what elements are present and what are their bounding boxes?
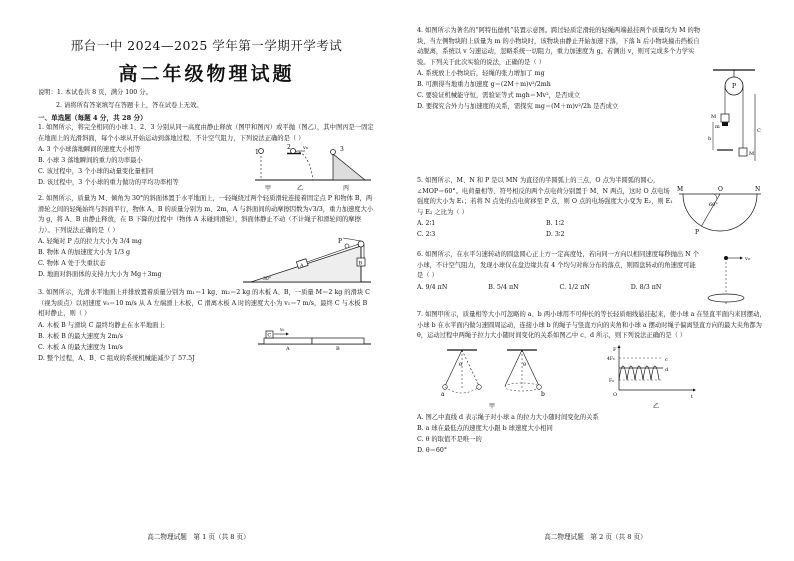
q3-label-c: C (267, 332, 272, 338)
q6-option-c: C. 1/2 πN (559, 283, 590, 291)
q7-label-theta-a: θ (459, 361, 463, 368)
q4-option-d: D. 要探究合外力与加速度的关系，需探究 mg＝(M＋m)v²/2h 是否成立 (417, 103, 619, 110)
q5-semicircle-figure (675, 182, 765, 250)
q7-label-yi: 乙 (653, 402, 660, 410)
q2-label-p: P (338, 238, 343, 245)
q7-label-f0: F₀ (609, 378, 614, 384)
q6-label-v0: v₀ (745, 256, 750, 262)
question-3-body (38, 320, 375, 364)
q2-option-a: A. 轻绳对 P 点的拉力大小为 3/4 mg (38, 238, 142, 245)
q6-disc-figure (702, 250, 762, 310)
q5-label-angle: 60° (709, 202, 718, 208)
q5-option-d: D. 3∶2 (546, 231, 565, 238)
q4-label-h: h (708, 136, 712, 142)
q3-option-d: D. 整个过程，A、B、C 组成的系统机械能减少了 57.5J (38, 354, 195, 362)
q7-force-time-figure (607, 344, 697, 412)
question-5-body (417, 176, 770, 250)
q7-option-a: A. 图乙中直线 d 表示绳子对小球 a 的拉力大小随时间变化的关系 (417, 413, 599, 421)
question-2-body (38, 236, 375, 288)
q7-label-t: t (691, 393, 694, 400)
q1-label-2: 2 (287, 144, 291, 151)
q1-option-c: C. 该过程中，3 个小球的动量变化量相同 (38, 168, 154, 175)
q1-figure (253, 144, 373, 194)
q6-option-a: A. 9/4 πN (417, 283, 448, 291)
q2-option-d: D. 地面对斜面体的支持力大小为 Mg＋3mg (38, 271, 162, 278)
q7-label-theta-b: θ (523, 361, 527, 368)
q7-label-c: c (665, 356, 668, 363)
q5-label-n: N (755, 186, 761, 193)
q5-label-o: O (718, 186, 723, 193)
q3-option-c: C. 木板 A 的最大速度为 1m/s (38, 343, 123, 351)
school-exam-heading: 邢台一中 2024—2025 学年第一学期开学考试 (70, 38, 343, 53)
q1-label-bing: 丙 (343, 185, 350, 192)
q2-label-b: B (358, 260, 363, 267)
q1-option-b: B. 小球 3 落地瞬间的重力的功率最小 (38, 157, 143, 164)
q2-option-b: B. 物体 A 的加速度大小为 1/3 g (38, 249, 131, 256)
page-2-footer: 高二物理试题 第 2 页（共 8 页） (544, 533, 647, 541)
q4-option-c: C. 要验证机械能守恒，需验证等式 mgh＝Mv²，是否成立 (417, 92, 581, 99)
instruction-1: 说明：1. 本试卷共 8 页，满分 100 分。 (38, 89, 152, 96)
q7-pendulum-figure (437, 344, 577, 412)
page-1-footer: 高二物理试题 第 1 页（共 8 页） (147, 533, 250, 541)
q7-label-d: d (665, 366, 669, 373)
q2-label-angle: 30° (263, 277, 271, 282)
q7-label-f: F (613, 346, 617, 353)
q4-label-small-m: m (715, 124, 720, 130)
q5-option-a: A. 2∶1 (417, 220, 436, 227)
q1-label-3: 3 (340, 146, 344, 153)
q2-label-a: A (300, 263, 304, 269)
question-3-stem: 3. 如图所示，光滑水平地面上并排放置着质量分别为 m₁＝1 kg、m₂＝2 kg 的木板 A、B，一质量 M＝2 kg 的滑块 C（视为质点）以初速度 v₀＝10 m/s 从 A 左端滑上木板，C 滑离木板 A 时的速度大小为 v₁＝7 m/s，最终 C 与木板 B 相对静止，则（ ） (38, 289, 370, 317)
question-7-figures (417, 344, 770, 412)
q4-option-a: A. 系统放上小物块后，轻绳的张力增加了 mg (417, 70, 545, 77)
q1-option-a: A. 3 个小球落地瞬间的速度大小相等 (38, 146, 141, 153)
question-1-body (38, 144, 375, 194)
q3-figure (258, 320, 373, 350)
q7-label-4f0: 4F₀ (607, 356, 615, 362)
q1-option-d: D. 该过程中，3 个小球的重力做功的平均功率相等 (38, 179, 179, 186)
q5-option-b: B. 1∶2 (546, 220, 565, 227)
q6-option-d: D. 8/3 πN (630, 283, 662, 291)
instruction-2: 2. 请将所有答案填写在答题卡上，答在试卷上无效。 (56, 101, 203, 109)
q7-option-d: D. θ＝60° (417, 446, 448, 454)
q5-option-c: C. 2∶3 (417, 231, 436, 238)
q4-label-m-right: M (749, 151, 755, 157)
q3-label-b: B (336, 345, 340, 350)
q4-label-c: C (757, 128, 761, 134)
q3-label-v0: v₀ (280, 327, 285, 333)
section-heading: 一、单选题（每题 4 分，共 28 分） (38, 114, 147, 122)
q3-label-a: A (286, 345, 290, 350)
question-2-stem: 2. 如图所示，质量为 M、倾角为 30°的斜面体置于水平地面上，一轻绳绕过两个轻质滑轮连接着固定点 P 和物体 B，两滑轮之间的轻绳始终与斜面平行，物体 A、B 的质量分别为 m、2m，A 与斜面间的动摩擦因数为√3/3，重力加速度大小为 g，将 A、B 由静止释放，在 B 下降的过程中（物体 A 未碰到滑轮），斜面体静止不动（不计绳子和滑轮间的摩擦力）。下列说法正确的是（ ） (38, 195, 374, 234)
q4-option-b: B. 可测得当地重力加速度 g＝(2M＋m)v²/2mh (417, 81, 551, 88)
q7-option-c: C. θ 的取值不是唯一的 (417, 435, 482, 443)
q3-option-a: A. 木板 B 与滑块 C 最终均静止在水平地面上 (38, 321, 165, 329)
q1-label-yi: 乙 (297, 185, 304, 192)
question-4-body (417, 26, 770, 176)
q4-label-m-left: M (711, 114, 717, 120)
q1-label-v0: v₀ (303, 145, 308, 151)
q1-label-jia: 甲 (265, 185, 272, 192)
question-6-stem: 6. 如图所示，在水平匀速转动的圆盘圆心正上方一定高度处，若向同一方向以相同速度每秒抛出 N 个小球，不计空气阻力，发现小球仅在盘边缘共有 4 个均匀对称分布的落点，则圆盘转动的角速度可能是（ ） (417, 251, 699, 279)
page-title: 高二年级物理试题 (118, 63, 295, 85)
q2-option-c: C. 物体 A 处于失重状态 (38, 260, 106, 267)
q5-label-m: M (677, 186, 684, 193)
q5-label-p: P (695, 229, 700, 236)
question-6-body (417, 250, 770, 310)
q6-option-b: B. 5/4 πN (488, 283, 519, 291)
q4-atwood-figure (705, 66, 767, 176)
question-4-stem: 4. 如图所示为著名的“阿特伍德机”装置示意图。跨过轻质定滑轮的轻绳两端悬挂两个质量均为 M 的物块，当左侧物块附上质量为 m 的小物块时，该物块由静止开始加速下落，下落 h 后小物块撞击挡板自动脱离，系统以 v 匀速运动，忽略系统一切阻力，重力加速度为 g。若测出 v，则可完成多个力学实验。下列关于此次实验的说法，正确的是（ ） (417, 27, 701, 66)
q3-option-b: B. 木板 B 的最大速度为 2m/s (38, 332, 123, 340)
q7-label-jia: 甲 (489, 402, 496, 410)
exam-page-2 (397, 0, 794, 561)
question-7-stem: 7. 如图甲所示，质量相等大小可忽略的 a、b 两小球用不可伸长的等长轻质细线悬挂起来，使小球 a 在竖直平面内来回摆动，小球 b 在水平面内做匀速圆周运动，连接小球 b 的绳子与竖直方向的夹角和小球 a 摆动时绳子偏离竖直方向的最大夹角都为 θ，运动过程中两绳子拉力大小随时间变化的关系如图乙中 c、d 所示，则下列说法正确的是（ ） (417, 311, 766, 339)
q7-label-a: a (441, 390, 445, 398)
q4-label-p: P (732, 83, 737, 90)
q7-option-b: B. a 球在最低点的速度大小跟 b 球速度大小相同 (417, 424, 553, 432)
q7-label-b: b (541, 390, 545, 398)
q7-label-origin: O (613, 391, 618, 398)
q2-figure (243, 236, 373, 288)
q1-label-1: 1 (255, 149, 259, 156)
question-5-stem: 5. 如图所示，M、N 和 P 是以 MN 为直径的半圆弧上的三点，O 点为半圆弧的圆心，∠MOP＝60°。电荷量相等、符号相反的两个点电荷分别置于 M、N 两点，这时 O 点电场强度的大小为 E₁；若将 N 点处的点电荷移至 P 点，则 O 点的电场强度大小变为 E₂，则 E₁ 与 E₂ 之比为（ ） (417, 177, 673, 216)
question-1-stem: 1. 如图所示，将完全相同的小球 1、2、3 分别从同一高度由静止释放（图甲和图丙）或平抛（图乙），其中图丙是一固定在地面上的光滑斜面，每个小球从开始运动到落地过程，不计空气阻力，下列说法正确的是（ ） (38, 124, 374, 142)
